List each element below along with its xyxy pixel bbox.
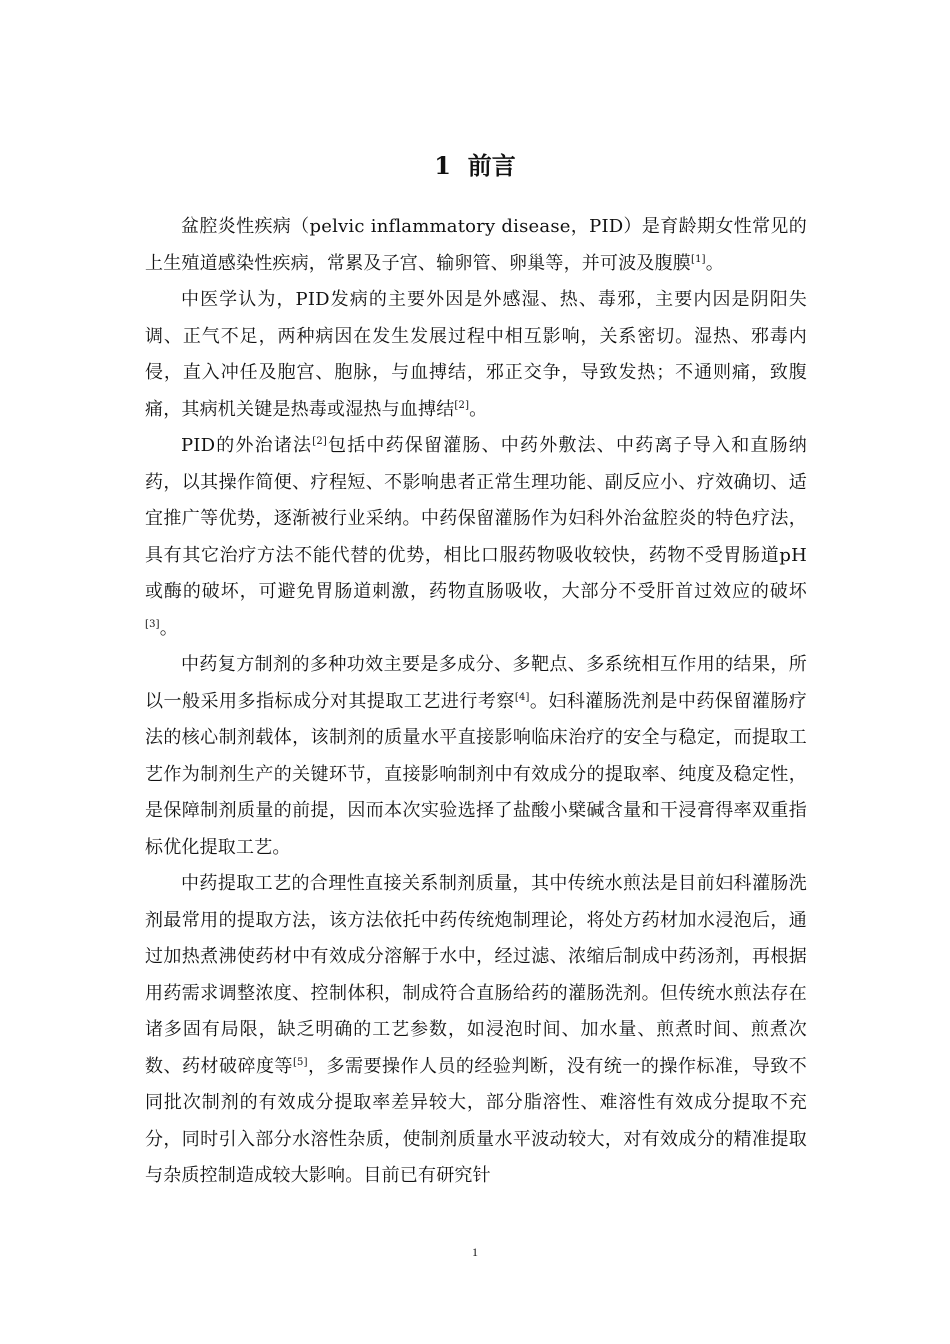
paragraph-text: 中药复方制剂的多种功效主要是多成分、多靶点、多系统相互作用的结果，所以一般采用多指标成分对其提取工艺进行考察 [145, 654, 807, 712]
body-paragraph [145, 209, 807, 282]
section-title: 前言 [467, 151, 516, 180]
citation-reference: [4] [514, 691, 530, 703]
section-heading [0, 148, 950, 184]
paragraph-text: PID的外治诸法 [181, 435, 313, 456]
body-paragraph [145, 428, 807, 647]
body-paragraph [145, 647, 807, 866]
paragraph-text: 中药提取工艺的合理性直接关系制剂质量，其中传统水煎法是目前妇科灌肠洗剂最常用的提取方法，该方法依托中药传统炮制理论，将处方药材加水浸泡后，通过加热煮沸使药材中有效成分溶解于水中，经过滤、浓缩后制成中药汤剂，再根据用药需求调整浓度、控制体积，制成符合直肠给药的灌肠洗剂。但传统水煎法存在诸多固有局限，缺乏明确的工艺参数，如浸泡时间、加水量、煎煮时间、煎煮次数、药材破碎度等 [145, 873, 807, 1077]
citation-reference: [3] [145, 618, 160, 630]
citation-reference: [2] [454, 399, 470, 411]
section-number: 1 [434, 151, 451, 180]
paragraph-text: 。妇科灌肠洗剂是中药保留灌肠疗法的核心制剂载体，该制剂的质量水平直接影响临床治疗的安全与稳定，而提取工艺作为制剂生产的关键环节，直接影响制剂中有效成分的提取率、纯度及稳定性，是保障制剂质量的前提，因而本次实验选择了盐酸小檗碱含量和干浸膏得率双重指标优化提取工艺。 [145, 690, 808, 858]
paragraph-text: 包括中药保留灌肠、中药外敷法、中药离子导入和直肠纳药，以其操作简便、疗程短、不影响患者正常生理功能、副反应小、疗效确切、适宜推广等优势，逐渐被行业采纳。中药保留灌肠作为妇科外治盆腔炎的特色疗法，具有其它治疗方法不能代替的优势，相比口服药物吸收较快，药物不受胃肠道pH或酶的破坏，可避免胃肠道刺激，药物直肠吸收，大部分不受肝首过效应的破坏 [145, 435, 807, 602]
body-paragraph [145, 282, 807, 428]
paragraph-text: 。 [159, 617, 178, 639]
paragraph-text: 盆腔炎性疾病（pelvic inflammatory disease，PID）是育龄期女性常见的上生殖道感染性疾病，常累及子宫、输卵管、卵巢等，并可波及腹膜 [145, 216, 807, 274]
body-text [145, 209, 807, 1195]
citation-reference: [1] [691, 253, 706, 265]
body-paragraph [145, 866, 807, 1195]
paragraph-text: ，多需要操作人员的经验判断，没有统一的操作标准，导致不同批次制剂的有效成分提取率差异较大，部分脂溶性、难溶性有效成分提取不充分，同时引入部分水溶性杂质，使制剂质量水平波动较大，对有效成分的精准提取与杂质控制造成较大影响。目前已有研究针 [145, 1055, 807, 1186]
page-number: 1 [472, 1245, 478, 1259]
paragraph-text: 。 [705, 252, 724, 274]
citation-reference: [2] [312, 436, 328, 447]
paragraph-text: 。 [469, 398, 488, 420]
citation-reference: [5] [292, 1056, 308, 1068]
paragraph-text: 中医学认为，PID发病的主要外因是外感湿、热、毒邪，主要内因是阴阳失调、正气不足，两种病因在发生发展过程中相互影响，关系密切。湿热、邪毒内侵，直入冲任及胞宫、胞脉，与血搏结，邪正交争，导致发热；不通则痛，致腹痛，其病机关键是热毒或湿热与血搏结 [145, 289, 807, 420]
